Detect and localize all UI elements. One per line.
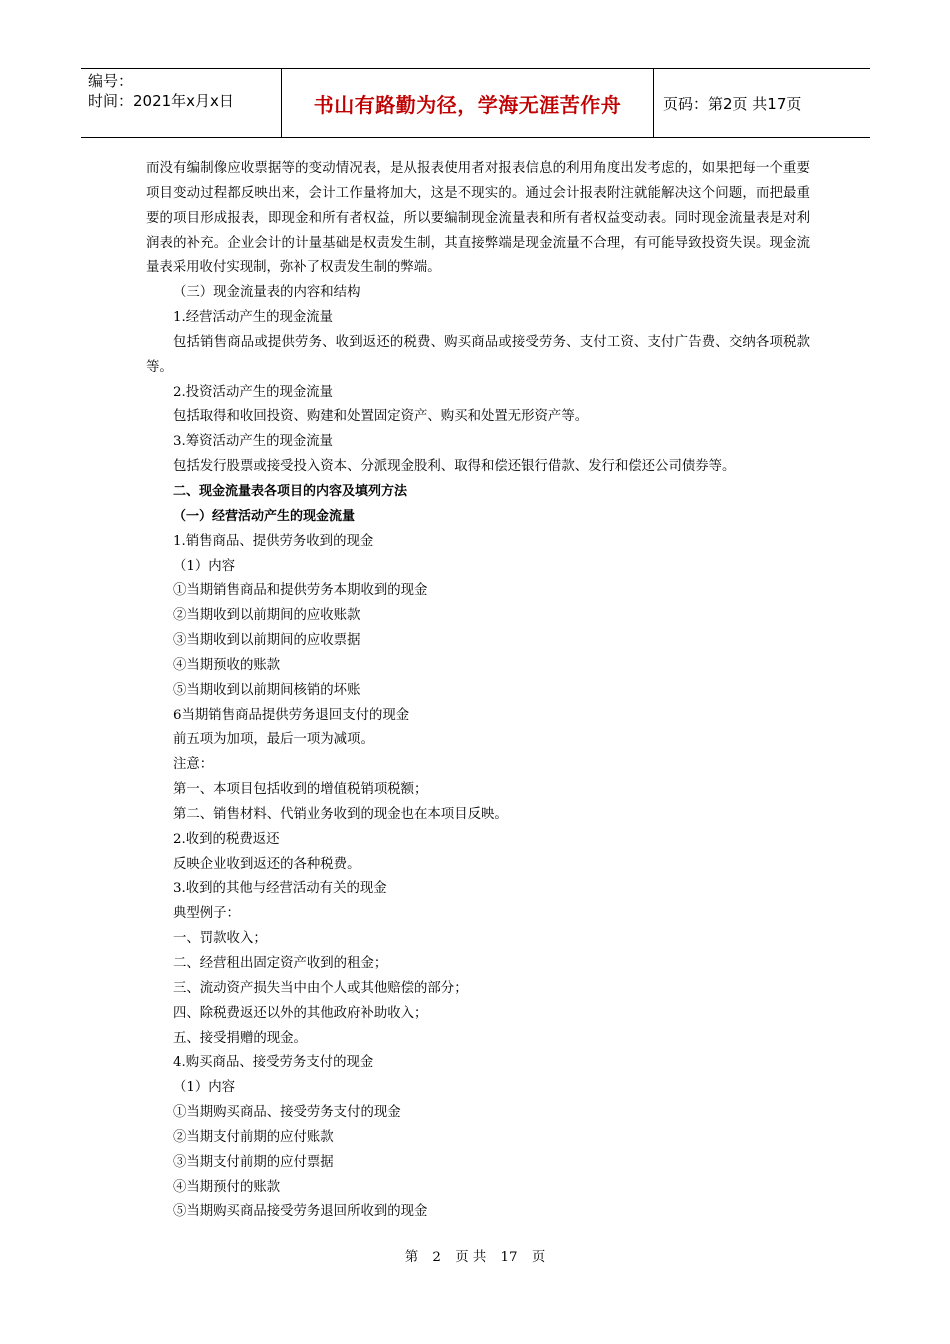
body-paragraph: 包括发行股票或接受投入资本、分派现金股利、取得和偿还银行借款、发行和偿还公司债券等。: [173, 459, 736, 475]
document-body: [146, 157, 810, 1225]
subsection-heading-bold: （一）经营活动产生的现金流量: [173, 508, 356, 524]
list-item: ①当期销售商品和提供劳务本期收到的现金: [173, 583, 428, 599]
example-item: 一、罚款收入；: [173, 931, 267, 947]
header-meta: [81, 69, 282, 137]
footer-page-number: 2: [432, 1250, 441, 1265]
list-item: ④当期预付的账款: [173, 1179, 281, 1195]
list-item: ④当期预收的账款: [173, 657, 281, 673]
example-item: 三、流动资产损失当中由个人或其他赔偿的部分；: [173, 980, 468, 996]
example-item: 五、接受捐赠的现金。: [173, 1030, 307, 1046]
list-item: ③当期收到以前期间的应收票据: [173, 633, 361, 649]
header-page-info: 页码：第2页 共17页: [663, 94, 802, 113]
list-item: ②当期支付前期的应付账款: [173, 1129, 334, 1145]
section-heading: （三）现金流量表的内容和结构: [173, 285, 361, 301]
section-heading-bold: 二、现金流量表各项目的内容及填列方法: [173, 483, 408, 499]
footer-total-pages: 17: [500, 1250, 518, 1265]
subheading: 2.投资活动产生的现金流量: [173, 384, 334, 400]
list-item: ③当期支付前期的应付票据: [173, 1154, 334, 1170]
item-heading: 1.销售商品、提供劳务收到的现金: [173, 533, 374, 549]
document-time-label: 时间：2021年x月x日: [88, 92, 234, 110]
note-item: 第二、销售材料、代销业务收到的现金也在本项目反映。: [173, 806, 508, 822]
note-label: 注意：: [173, 757, 214, 773]
footer-mid: 页 共: [455, 1250, 487, 1265]
list-item: ⑤当期购买商品接受劳务退回所收到的现金: [173, 1204, 428, 1220]
item-heading: 3.收到的其他与经营活动有关的现金: [173, 881, 387, 897]
note-item: 第一、本项目包括收到的增值税销项税额；: [173, 782, 428, 798]
list-item: 6当期销售商品提供劳务退回支付的现金: [173, 707, 410, 723]
list-item: ⑤当期收到以前期间核销的坏账: [173, 682, 361, 698]
footer-suffix: 页: [531, 1250, 546, 1265]
body-line: 反映企业收到返还的各种税费。: [173, 856, 361, 872]
page-header: [81, 68, 870, 138]
body-line: 前五项为加项，最后一项为减项。: [173, 732, 374, 748]
body-paragraph: 包括销售商品或提供劳务、收到返还的税费、购买商品或接受劳务、支付工资、支付广告费、交纳各项税款等。: [146, 334, 810, 375]
list-item: ②当期收到以前期间的应收账款: [173, 608, 361, 624]
document-number-label: 编号：: [88, 72, 134, 90]
subheading: 3.筹资活动产生的现金流量: [173, 434, 334, 450]
example-item: 二、经营租出固定资产收到的租金；: [173, 956, 388, 971]
page-footer: [0, 1246, 950, 1265]
footer-prefix: 第: [404, 1250, 419, 1265]
header-motto: 书山有路勤为径，学海无涯苦作舟: [282, 69, 654, 137]
subheading: 1.经营活动产生的现金流量: [173, 310, 334, 326]
example-item: 四、除税费返还以外的其他政府补助收入；: [173, 1005, 428, 1021]
list-item: ①当期购买商品、接受劳务支付的现金: [173, 1105, 401, 1121]
item-subheading: （1）内容: [173, 558, 236, 574]
item-heading: 4.购买商品、接受劳务支付的现金: [173, 1055, 374, 1071]
item-subheading: （1）内容: [173, 1080, 236, 1096]
intro-paragraph: 而没有编制像应收票据等的变动情况表，是从报表使用者对报表信息的利用角度出发考虑的，如果把每一个重要项目变动过程都反映出来，会计工作量将加大，这是不现实的。通过会计报表附注就能解决这个问题，而把最重要的项目形成报表，即现金和所有者权益，所以要编制现金流量表和所有者权益变动表。同时现金流量表是对利润表的补充。企业会计的计量基础是权责发生制，其直接弊端是现金流量不合理，有可能导致投资失误。现金流量表采用收付实现制，弥补了权责发生制的弊端。: [146, 161, 810, 276]
body-paragraph: 包括取得和收回投资、购建和处置固定资产、购买和处置无形资产等。: [173, 409, 589, 425]
item-heading: 2.收到的税费返还: [173, 831, 280, 847]
body-line: 典型例子：: [173, 906, 240, 922]
